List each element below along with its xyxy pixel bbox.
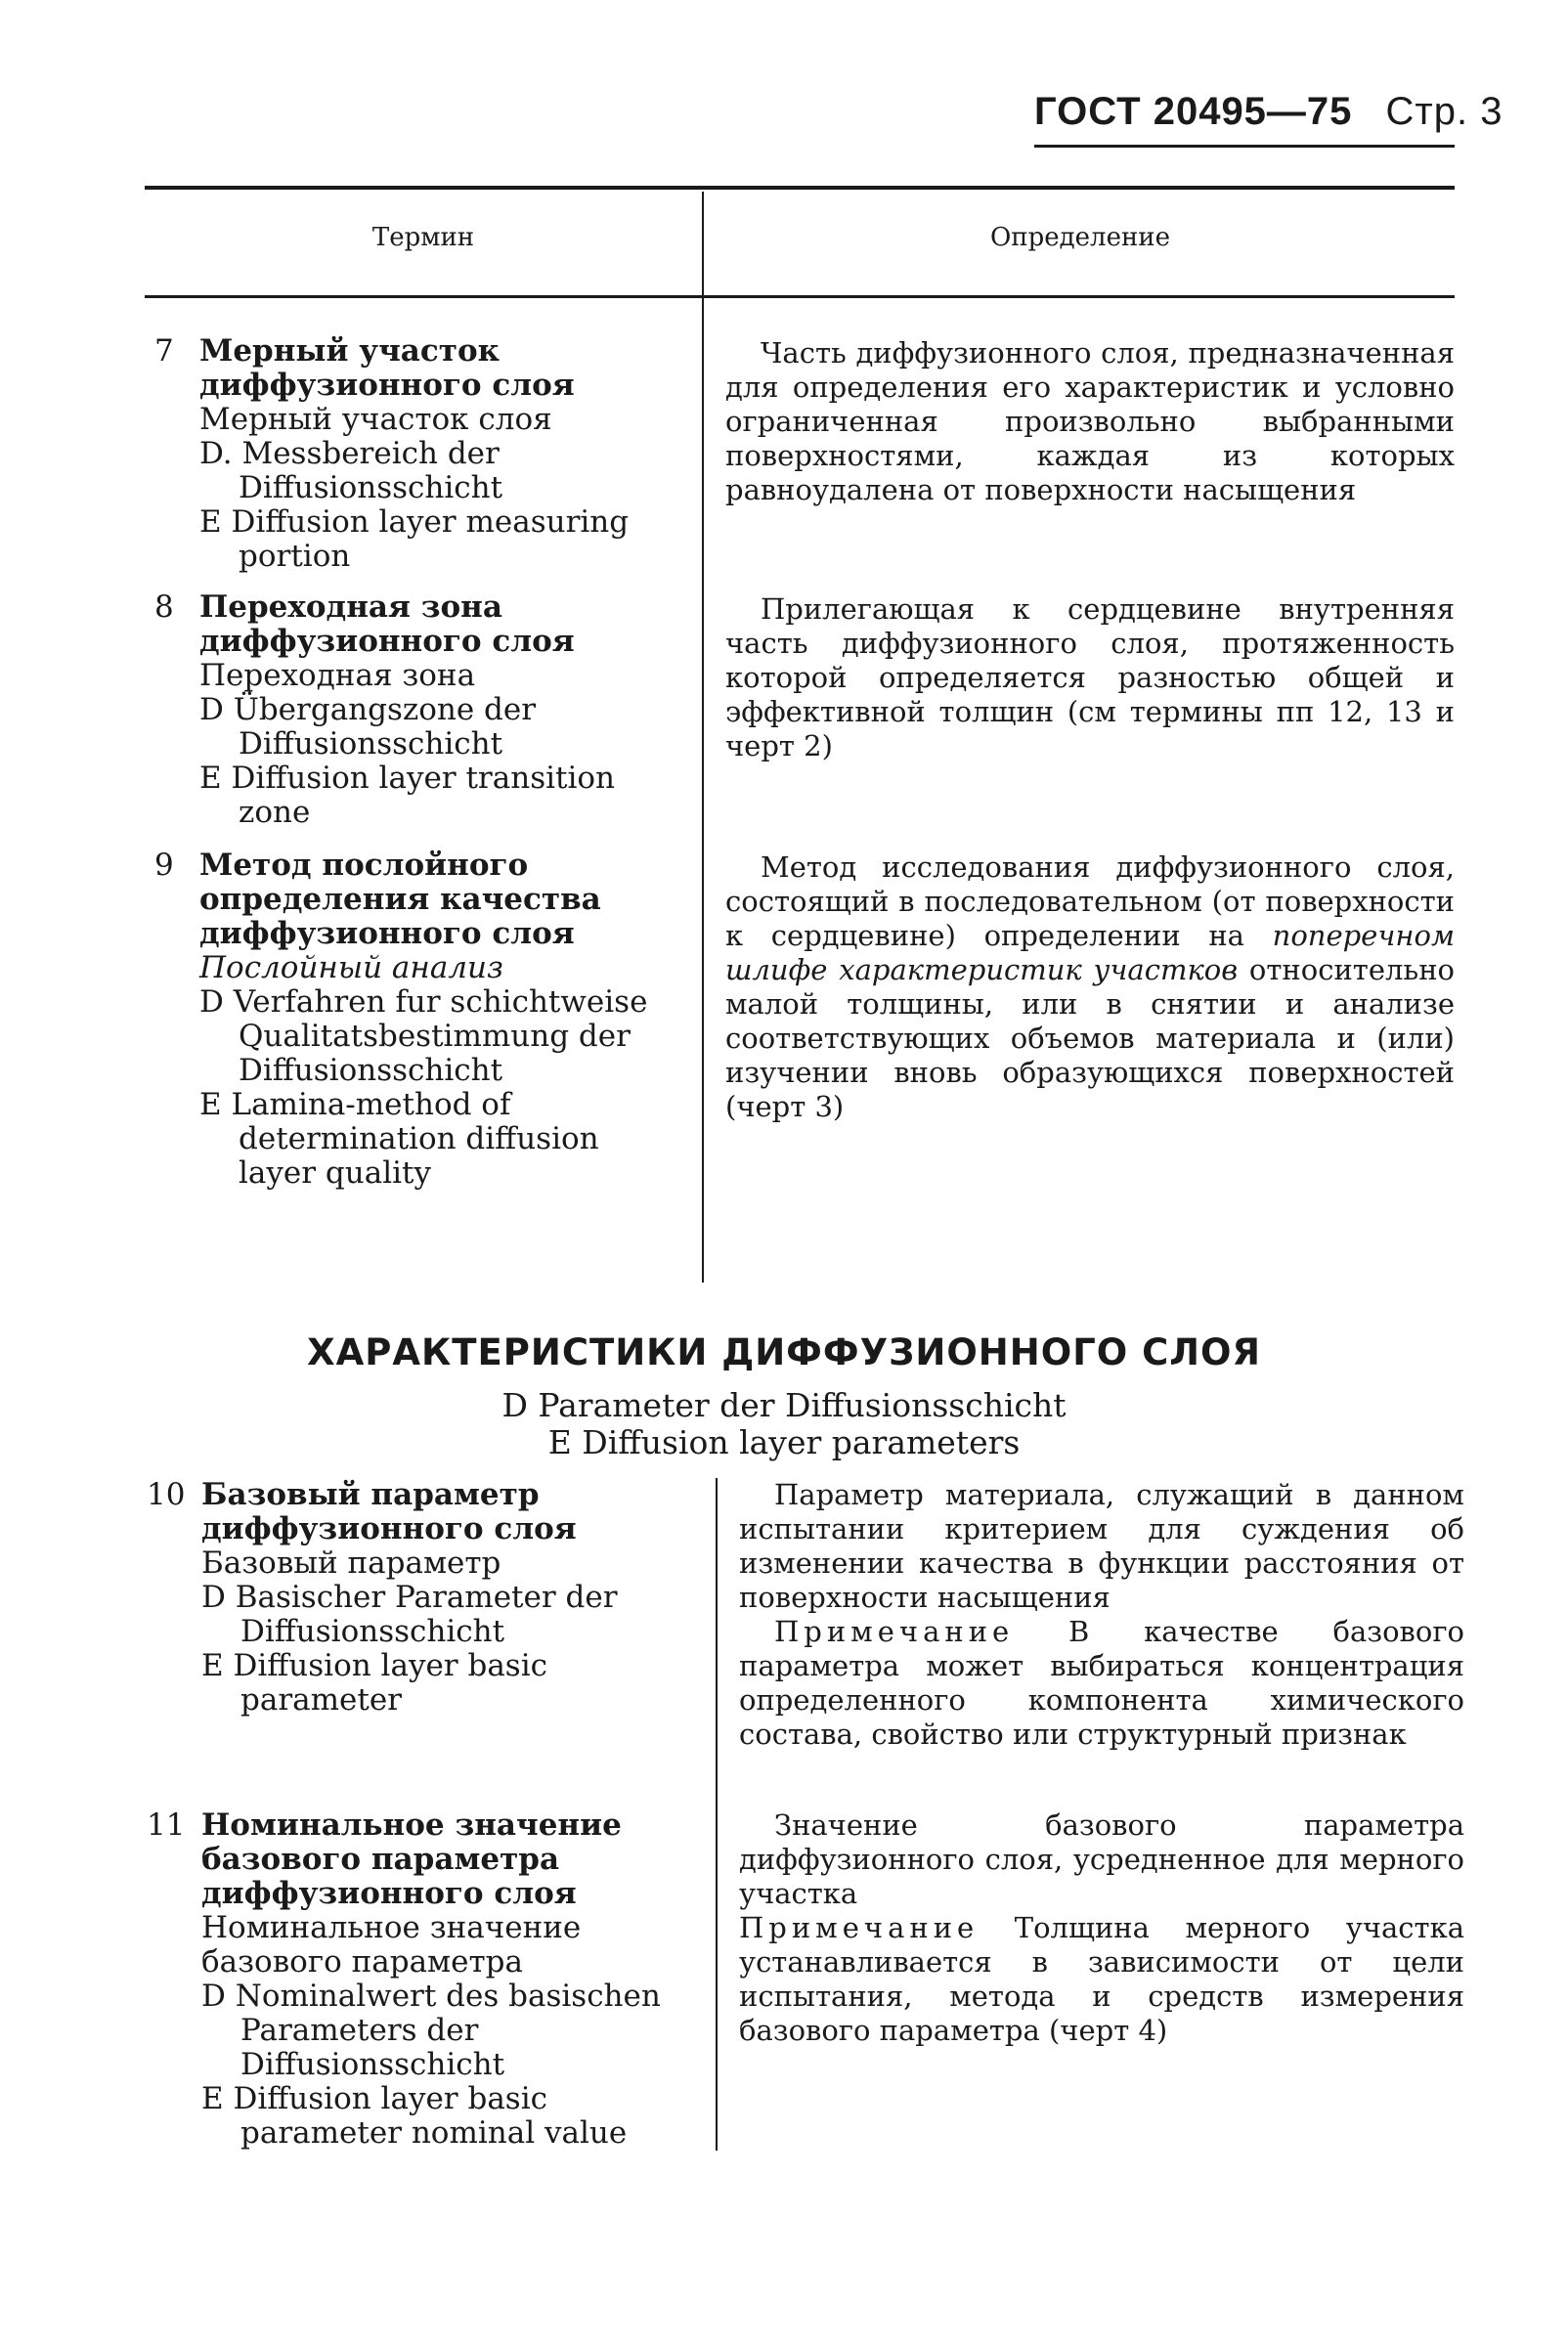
definition-10 bbox=[739, 1478, 1464, 1752]
term-title: Мерный участок диффузионного слоя bbox=[199, 333, 575, 403]
note-text: Толщина мерного участка устанавливается в зависимости от цели испытания, метода и средств измерения базового параметра (черт 4) bbox=[739, 1911, 1464, 2047]
term-de: D Nominalwert des basischen Parameters der Diffusionsschicht bbox=[201, 1979, 661, 2082]
term-en: E Diffusion layer transition zone bbox=[199, 761, 616, 830]
definition-10-text: Параметр материала, служащий в данном испытании критерием для суждения об изменении качества в функции расстояния от поверхности насыщения bbox=[739, 1478, 1464, 1614]
term-de: D Basischer Parameter der Diffusionsschicht bbox=[201, 1580, 618, 1649]
column-header-term: Термин bbox=[371, 223, 475, 252]
note-label: Примечание bbox=[739, 1911, 980, 1944]
term-en: E Diffusion layer basic parameter nominal value bbox=[201, 2081, 628, 2151]
term-title: Метод послойного определения качества диффузионного слоя bbox=[199, 848, 601, 951]
definition-11-note bbox=[739, 1911, 1464, 2048]
standard-number: ГОСТ 20495—75 bbox=[1034, 90, 1353, 133]
definition-9-italic: поперечном шлифе характеристик участков bbox=[725, 919, 1455, 986]
term-number: 8 bbox=[154, 589, 174, 625]
term-number: 11 bbox=[147, 1807, 186, 1843]
page-number: Стр. 3 bbox=[1385, 90, 1503, 133]
column-divider bbox=[702, 192, 704, 1283]
term-de: D. Messbereich der Diffusionsschicht bbox=[199, 436, 503, 505]
definition-11 bbox=[739, 1808, 1464, 2048]
definition-9-part-b: относительно малой толщины, или в снятии и анализе соответствующих объемов материала и (или) изучении вновь образующихся поверхностей (черт 3) bbox=[725, 953, 1455, 1123]
column-header-definition: Определение bbox=[989, 223, 1171, 252]
term-title: Номинальное значение базового параметра диффузионного слоя bbox=[201, 1807, 622, 1911]
table-top-rule bbox=[145, 186, 1455, 190]
definition-7: Часть диффузионного слоя, предназначенная для определения его характеристик и условно ограниченная произвольно выбранными поверхностями, каждая из которых равноудалена от поверхности насыщения bbox=[725, 336, 1455, 506]
term-ru-short: Базовый параметр bbox=[201, 1545, 501, 1581]
term-number: 10 bbox=[147, 1477, 186, 1512]
term-ru-short: Мерный участок слоя bbox=[199, 402, 552, 437]
definition-8: Прилегающая к сердцевине внутренняя часть диффузионного слоя, протяженность которой определяется разностью общей и эффективной толщин (см термины пп 12, 13 и черт 2) bbox=[725, 592, 1455, 762]
definition-9 bbox=[725, 850, 1455, 1124]
term-number: 7 bbox=[154, 333, 174, 369]
note-label: Примечание bbox=[774, 1615, 1015, 1648]
term-title: Базовый параметр диффузионного слоя bbox=[201, 1477, 577, 1546]
section-title-en: E Diffusion layer parameters bbox=[547, 1423, 1021, 1461]
term-de: D Verfahren fur schichtweise Qualitatsbestimmung der Diffusionsschicht bbox=[199, 984, 648, 1088]
header-rule bbox=[1034, 145, 1455, 148]
term-de: D Übergangszone der Diffusionsschicht bbox=[199, 692, 537, 762]
definition-11-text: Значение базового параметра диффузионного слоя, усредненное для мерного участка bbox=[739, 1808, 1464, 1910]
term-en: E Diffusion layer basic parameter bbox=[201, 1648, 547, 1718]
page-header bbox=[1034, 90, 1503, 134]
term-title: Переходная зона диффузионного слоя bbox=[199, 589, 575, 659]
definition-10-note bbox=[739, 1615, 1464, 1752]
table-header-rule bbox=[145, 295, 1455, 298]
column-divider-2 bbox=[716, 1478, 718, 2151]
section-title-de: D Parameter der Diffusionsschicht bbox=[501, 1386, 1067, 1424]
term-ru-short: Номинальное значение базового параметра bbox=[201, 1910, 582, 1980]
term-ru-short: Переходная зона bbox=[199, 658, 476, 693]
term-en: E Lamina-method of determination diffusion layer quality bbox=[199, 1087, 599, 1191]
term-number: 9 bbox=[154, 848, 174, 883]
section-title: ХАРАКТЕРИСТИКИ ДИФФУЗИОННОГО СЛОЯ bbox=[307, 1331, 1261, 1373]
term-ru-short: Послойный анализ bbox=[199, 950, 503, 985]
definition-9-part-a: Метод исследования диффузионного слоя, состоящий в последовательном (от поверхности к сердцевине) определении на bbox=[725, 850, 1455, 952]
note-text: В качестве базового параметра может выбираться концентрация определенного компонента химического состава, свойство или структурный признак bbox=[739, 1615, 1464, 1751]
term-en: E Diffusion layer measuring portion bbox=[199, 504, 630, 574]
